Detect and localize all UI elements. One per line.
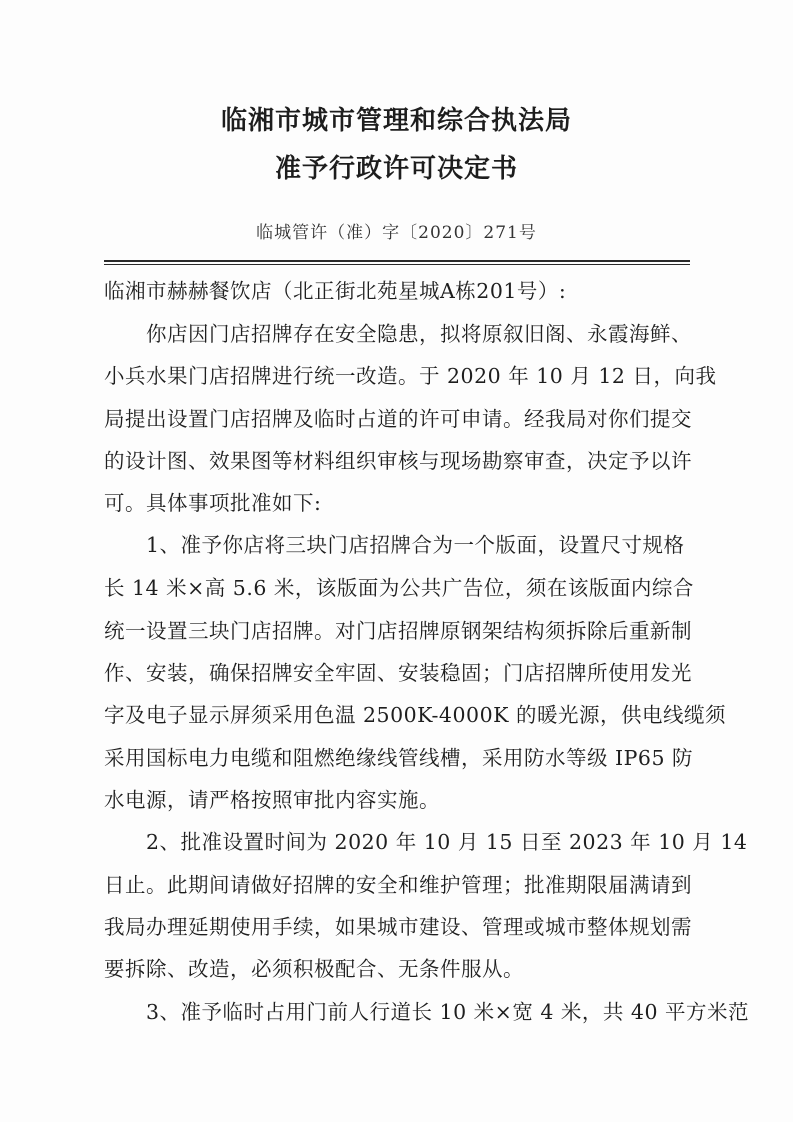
body-text-line: 的设计图、效果图等材料组织审核与现场勘察审查，决定予以许	[104, 449, 692, 473]
body-text-line: 长 14 米×高 5.6 米，该版面为公共广告位，须在该版面内综合	[104, 576, 694, 600]
item-3-line: 3、准予临时占用门前人行道长 10 米×宽 4 米，共 40 平方米范	[146, 1000, 750, 1024]
body-text-line: 你店因门店招牌存在安全隐患，拟将原叙旧阁、永霞海鲜、	[146, 322, 692, 346]
body-text-line: 统一设置三块门店招牌。对门店招牌原钢架结构须拆除后重新制	[104, 619, 692, 643]
body-text-line: 我局办理延期使用手续，如果城市建设、管理或城市整体规划需	[104, 915, 692, 939]
body-text-line: 局提出设置门店招牌及临时占道的许可申请。经我局对你们提交	[104, 407, 692, 431]
body-text-line: 小兵水果门店招牌进行统一改造。于 2020 年 10 月 12 日，向我	[104, 364, 717, 388]
document-number: 临城管许（准）字〔2020〕271号	[256, 223, 537, 243]
document-title-agency: 临湘市城市管理和综合执法局	[220, 106, 572, 136]
document-title: 准予行政许可决定书	[274, 154, 518, 184]
body-text-line: 日止。此期间请做好招牌的安全和维护管理；批准期限届满请到	[104, 873, 692, 897]
body-text-line: 采用国标电力电缆和阻燃绝缘线管线槽，采用防水等级 IP65 防	[104, 746, 694, 770]
body-text-line: 作、安装，确保招牌安全牢固、安装稳固；门店招牌所使用发光	[104, 661, 692, 685]
header-divider-thick	[104, 260, 690, 262]
addressee-line: 临湘市赫赫餐饮店（北正街北苑星城A栋201号）:	[104, 279, 567, 303]
body-text-line: 水电源，请严格按照审批内容实施。	[104, 788, 440, 812]
header-divider-thin	[104, 264, 690, 265]
body-text-line: 可。具体事项批准如下:	[104, 491, 322, 515]
body-text-line: 字及电子显示屏须采用色温 2500K-4000K 的暖光源，供电线缆须	[104, 703, 726, 727]
item-1-line: 1、准予你店将三块门店招牌合为一个版面，设置尺寸规格	[146, 533, 685, 557]
body-text-line: 要拆除、改造，必须积极配合、无条件服从。	[104, 957, 524, 981]
item-2-line: 2、批准设置时间为 2020 年 10 月 15 日至 2023 年 10 月 14	[146, 830, 748, 854]
